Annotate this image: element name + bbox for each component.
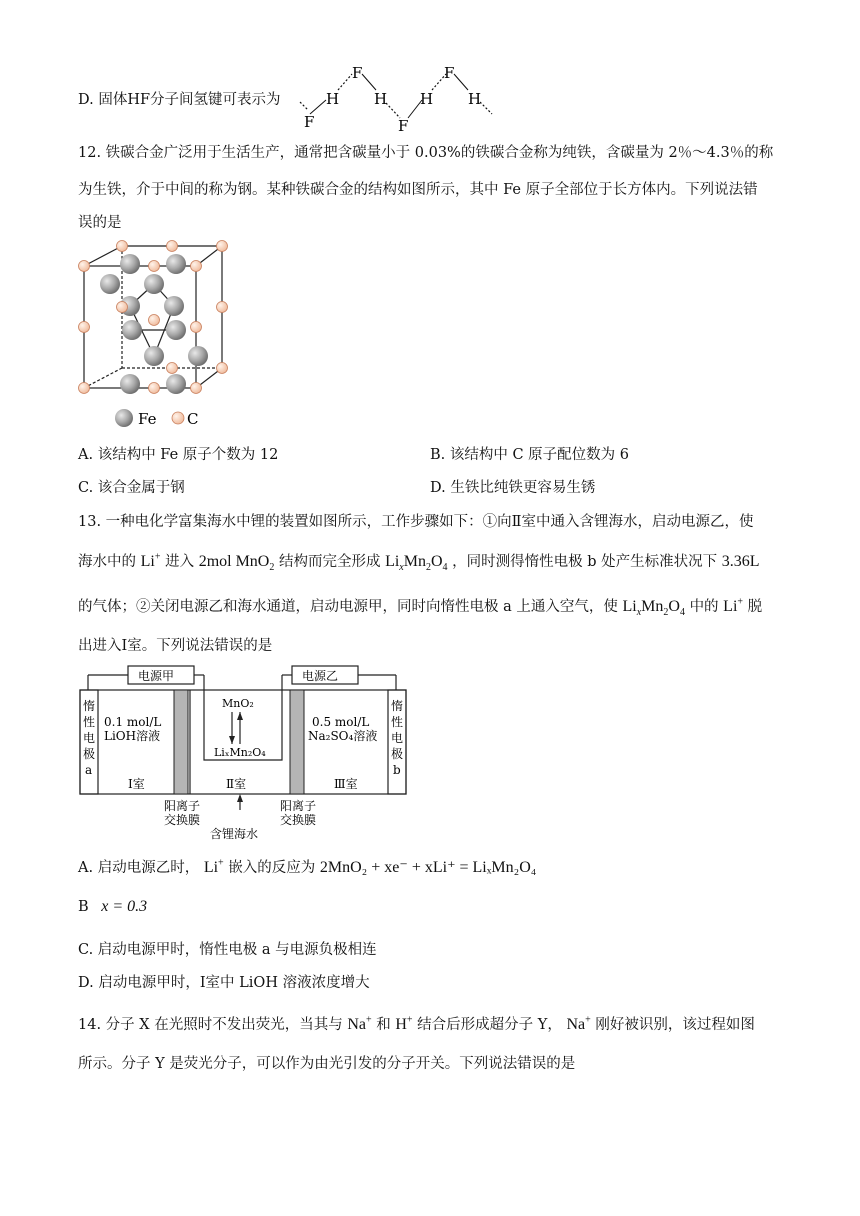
q13-line-3	[78, 597, 762, 617]
q13-text: 脱	[747, 599, 763, 615]
svg-text:a: a	[85, 763, 93, 777]
q14-text: 和	[376, 1017, 391, 1033]
hf-atom-4: H	[374, 90, 388, 108]
power-a-label: 电源甲	[138, 669, 175, 683]
hf-atom-7: F	[444, 64, 455, 82]
room3-solution-name: Na₂SO₄溶液	[308, 729, 378, 743]
svg-text:极: 极	[391, 747, 404, 761]
power-b-label: 电源乙	[302, 669, 339, 683]
na-ion: Na+	[566, 1014, 591, 1033]
q13-option-b-equation: x = 0.3	[101, 898, 148, 915]
hf-atom-6: H	[420, 90, 434, 108]
svg-text:阳离子: 阳离子	[164, 799, 201, 813]
electrode-a-label	[83, 698, 95, 777]
q13-text: 中的	[689, 599, 719, 615]
right-membrane-label	[280, 799, 316, 827]
q13-text: 海水中的	[78, 554, 136, 570]
room3-label: Ⅲ室	[334, 777, 358, 791]
svg-text:阳离子: 阳离子	[280, 799, 317, 813]
q14-text: 结合后形成超分子 Y，	[417, 1017, 562, 1033]
q13-option-c: C. 启动电源甲时，惰性电极 a 与电源负极相连	[78, 942, 377, 958]
q13-line-4: 出进入Ⅰ室。下列说法错误的是	[78, 638, 273, 654]
legend-c-label: C	[187, 410, 199, 428]
q11-option-d	[78, 90, 281, 110]
hf-atom-1: F	[304, 113, 315, 131]
li-ion: Li+	[140, 551, 161, 570]
q13-option-d: D. 启动电源甲时，Ⅰ室中 LiOH 溶液浓度增大	[78, 975, 370, 991]
q12-line-1: 12. 铁碳合金广泛用于生活生产，通常把含碳量小于 0.03%的铁碳合金称为纯铁，含碳量为 2％～4.3％的称	[78, 145, 774, 161]
li-ion: Li+	[723, 596, 744, 615]
svg-text:惰: 惰	[83, 699, 96, 713]
svg-text:性: 性	[391, 715, 404, 729]
svg-text:极: 极	[83, 747, 96, 761]
seawater-label: 含锂海水	[210, 827, 259, 841]
limn2o4-formula: $Li_xMn_2O_4$	[622, 598, 685, 619]
fe-c-crystal-structure	[76, 238, 246, 428]
q13-line-1: 13. 一种电化学富集海水中锂的装置如图所示，工作步骤如下：①向Ⅱ室中通入含锂海水，启动电源乙，使	[78, 514, 754, 530]
q12-option-a: A. 该结构中 Fe 原子个数为 12	[78, 447, 279, 463]
q12-option-c: C. 该合金属于钢	[78, 480, 185, 496]
left-membrane	[174, 690, 188, 794]
mno2-label: MnO₂	[222, 697, 254, 710]
q12-option-d: D. 生铁比纯铁更容易生锈	[430, 480, 596, 496]
limn2o4-label: LiₓMn₂O₄	[214, 746, 266, 759]
q12-line-2: 为生铁，介于中间的称为钢。某种铁碳合金的结构如图所示，其中 Fe 原子全部位于长方体内。下列说法错	[78, 182, 758, 198]
na-ion: Na+	[347, 1014, 372, 1033]
svg-text:交换膜: 交换膜	[164, 813, 201, 827]
gas-volume: 3.36L	[721, 553, 760, 570]
hf-hydrogen-bond-diagram	[296, 58, 516, 138]
room1-label: Ⅰ室	[128, 777, 145, 791]
q13-option-a-text: A. 启动电源乙时，	[78, 860, 200, 876]
q14-text: 14. 分子 X 在光照时不发出荧光，当其与	[78, 1017, 343, 1033]
q12-option-b: B. 该结构中 C 原子配位数为 6	[430, 447, 630, 463]
svg-text:交换膜: 交换膜	[280, 813, 317, 827]
q14-text: 刚好被识别，该过程如图	[595, 1017, 755, 1033]
room1-solution-conc: 0.1 mol/L	[104, 715, 162, 729]
legend-c-swatch	[172, 412, 184, 424]
hf-atom-5: F	[398, 117, 409, 135]
left-membrane-label	[164, 799, 200, 827]
svg-text:b: b	[393, 763, 401, 777]
room1-solution-name: LiOH溶液	[104, 729, 161, 743]
svg-text:性: 性	[83, 715, 96, 729]
q13-text: 的气体；②关闭电源乙和海水通道，启动电源甲，同时向惰性电极 a 上通入空气，使	[78, 599, 618, 615]
hf-atom-3: F	[352, 64, 363, 82]
svg-text:电: 电	[83, 731, 96, 745]
room2-label: Ⅱ室	[226, 777, 247, 791]
electrode-b-label	[391, 698, 403, 777]
limn2o4-formula: $Li_xMn_2O_4$	[385, 553, 448, 574]
svg-text:电: 电	[391, 731, 404, 745]
q13-text: ，同时测得惰性电极 b 处产生标准状况下	[452, 554, 718, 570]
room3-solution-conc: 0.5 mol/L	[312, 715, 370, 729]
q14-line-2: 所示。分子 Y 是荧光分子，可以作为由光引发的分子开关。下列说法错误的是	[78, 1056, 576, 1072]
q12-line-3: 误的是	[78, 215, 122, 231]
q13-option-a	[78, 858, 536, 878]
hf-atom-2: H	[326, 90, 340, 108]
li-ion: Li+	[203, 857, 224, 876]
q13-option-a-equation: 2MnO₂ + xe⁻ + xLi⁺ = LiₓMn₂O₄	[319, 859, 537, 876]
q11-option-d-text: D. 固体HF分子间氢键可表示为	[78, 92, 281, 108]
q13-line-2	[78, 552, 760, 572]
q13-text: 结构而完全形成	[278, 554, 381, 570]
q13-text: 进入	[165, 554, 195, 570]
legend-fe-label: Fe	[138, 410, 157, 428]
electrochemical-cell-diagram	[76, 660, 416, 850]
hf-atom-8: H	[468, 90, 482, 108]
h-ion: H+	[395, 1014, 413, 1033]
q13-option-a-text: 嵌入的反应为	[228, 860, 316, 876]
q13-option-b	[78, 897, 147, 917]
right-membrane	[290, 690, 304, 794]
legend-fe-swatch	[115, 409, 133, 427]
q13-option-b-label: B	[78, 899, 89, 915]
mno2-formula: 2mol MnO$_2$	[198, 553, 275, 574]
c-atoms	[79, 241, 228, 394]
q14-line-1	[78, 1015, 755, 1035]
svg-text:惰: 惰	[391, 699, 404, 713]
